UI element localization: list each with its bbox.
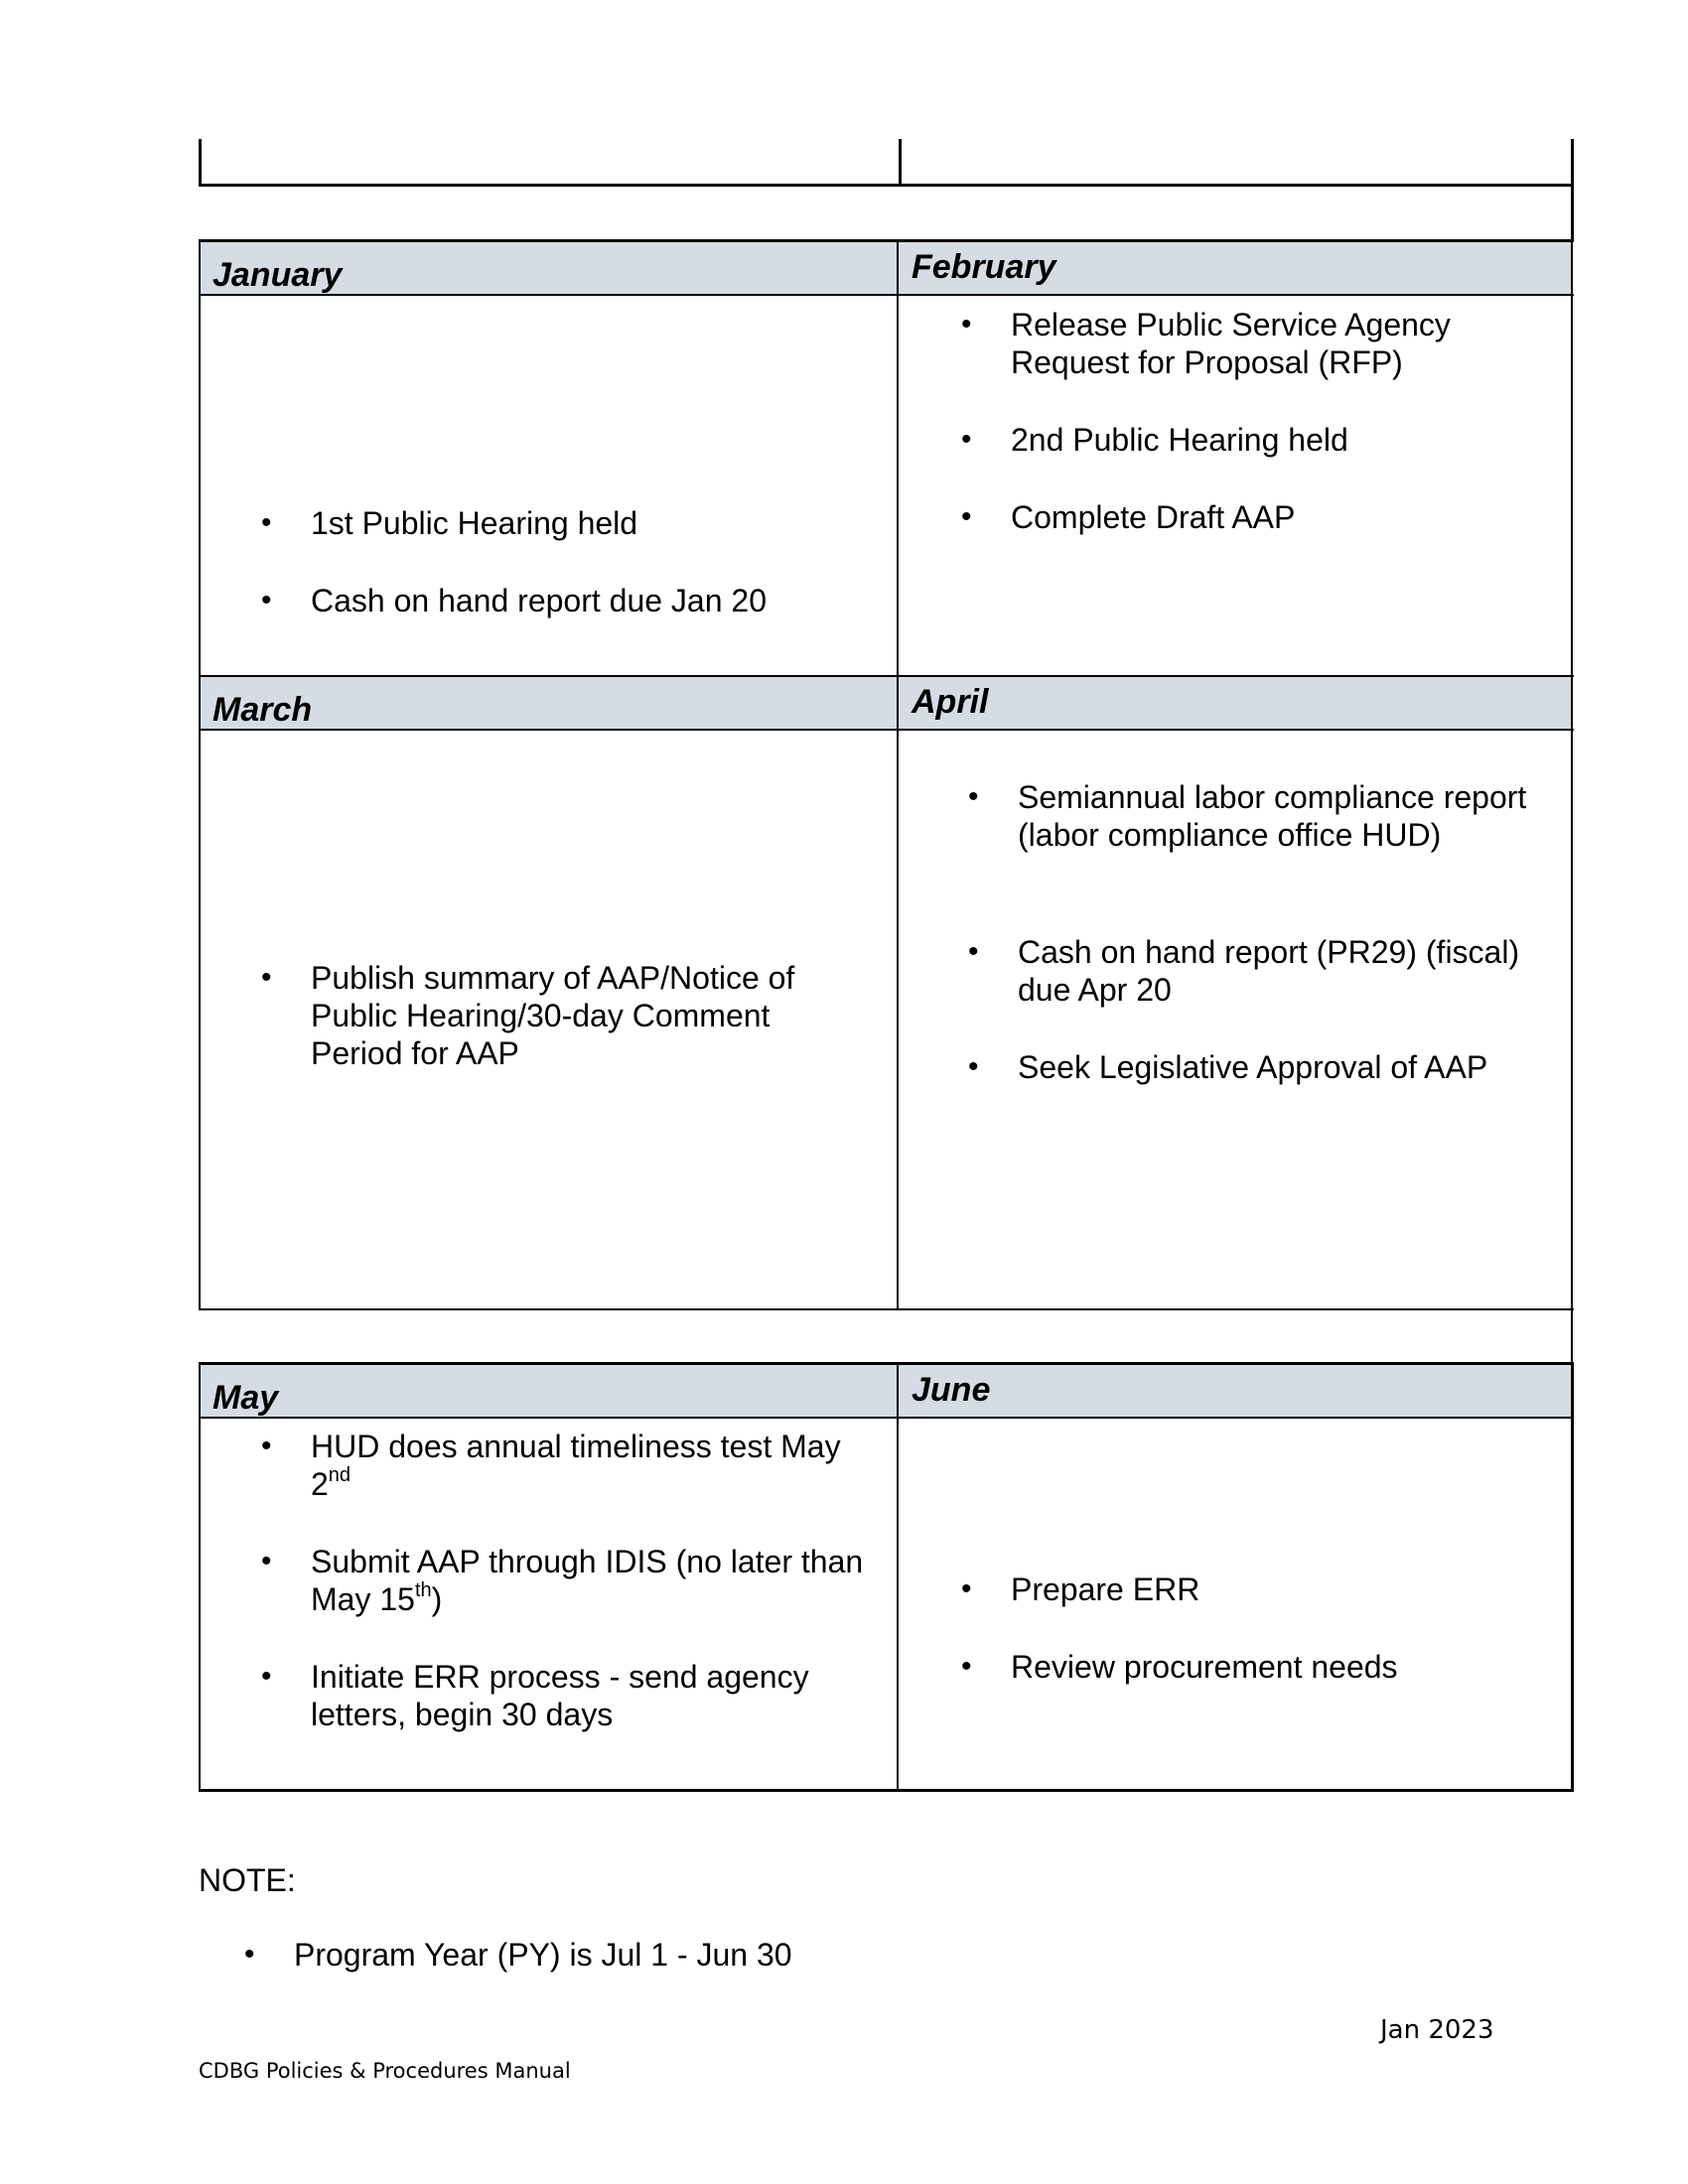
table-line	[199, 675, 1574, 677]
note-list	[244, 1936, 1039, 1974]
table-line	[199, 239, 1574, 242]
task-item	[261, 1428, 887, 1503]
month-header-april: April	[912, 683, 989, 721]
task-item	[261, 1658, 887, 1733]
table-line	[199, 294, 1574, 296]
table-line	[897, 239, 899, 1310]
month-header-june: June	[912, 1371, 991, 1409]
header-band	[201, 1364, 1573, 1418]
table-line	[199, 1308, 1574, 1310]
task-item: • Prepare ERR	[961, 1570, 1557, 1608]
task-item: • Cash on hand report (PR29) (fiscal) due Apr 20	[968, 933, 1564, 1009]
task-text-tail: )	[431, 1581, 443, 1617]
table-line	[1571, 1362, 1574, 1792]
month-header-march: March	[212, 691, 313, 729]
table-line	[899, 139, 902, 187]
footer-date: Jan 2023	[1380, 2015, 1494, 2045]
february-tasks	[961, 306, 1557, 536]
month-header-february: February	[912, 248, 1056, 286]
table-line	[199, 1789, 1574, 1792]
task-item: • Complete Draft AAP	[961, 498, 1557, 536]
footer-manual-title: CDBG Policies & Procedures Manual	[199, 2059, 571, 2083]
january-tasks	[261, 504, 877, 619]
table-line	[199, 239, 201, 1310]
april-tasks	[968, 778, 1564, 1086]
table-line	[1571, 139, 1574, 240]
table-line	[199, 1417, 1574, 1419]
task-text: Initiate ERR process - send agency letters, begin 30 days	[311, 1659, 809, 1732]
header-band	[201, 676, 1573, 730]
table-line	[1571, 239, 1573, 1363]
note-label: NOTE:	[199, 1862, 296, 1898]
table-line	[199, 1362, 1574, 1365]
june-tasks	[961, 1570, 1557, 1686]
task-item: • Semiannual labor compliance report (labor compliance office HUD)	[968, 778, 1564, 854]
ordinal-suffix: nd	[328, 1464, 352, 1486]
task-item: • Seek Legislative Approval of AAP	[968, 1048, 1564, 1086]
month-header-may: May	[212, 1379, 279, 1417]
table-line	[199, 1362, 201, 1792]
table-line	[897, 1362, 899, 1792]
task-text: HUD does annual timeliness test May 2	[311, 1429, 841, 1502]
march-tasks	[261, 959, 867, 1072]
task-item: • Cash on hand report due Jan 20	[261, 582, 877, 619]
task-item: • 2nd Public Hearing held	[961, 421, 1557, 459]
task-item: • Publish summary of AAP/Notice of Public Hearing/30-day Comment Period for AAP	[261, 959, 867, 1072]
task-item: • 1st Public Hearing held	[261, 504, 877, 542]
header-band	[201, 241, 1573, 295]
task-item: • Review procurement needs	[961, 1648, 1557, 1686]
table-line	[199, 184, 1574, 187]
table-line	[199, 729, 1574, 731]
may-tasks	[261, 1428, 887, 1733]
task-text: Submit AAP through IDIS (no later than May 15	[311, 1544, 864, 1617]
task-item	[261, 1543, 887, 1618]
table-line	[199, 139, 202, 187]
ordinal-suffix: th	[414, 1579, 432, 1601]
task-item: • Release Public Service Agency Request for Proposal (RFP)	[961, 306, 1557, 381]
note-item: • Program Year (PY) is Jul 1 - Jun 30	[244, 1936, 1039, 1974]
month-header-january: January	[212, 256, 343, 294]
